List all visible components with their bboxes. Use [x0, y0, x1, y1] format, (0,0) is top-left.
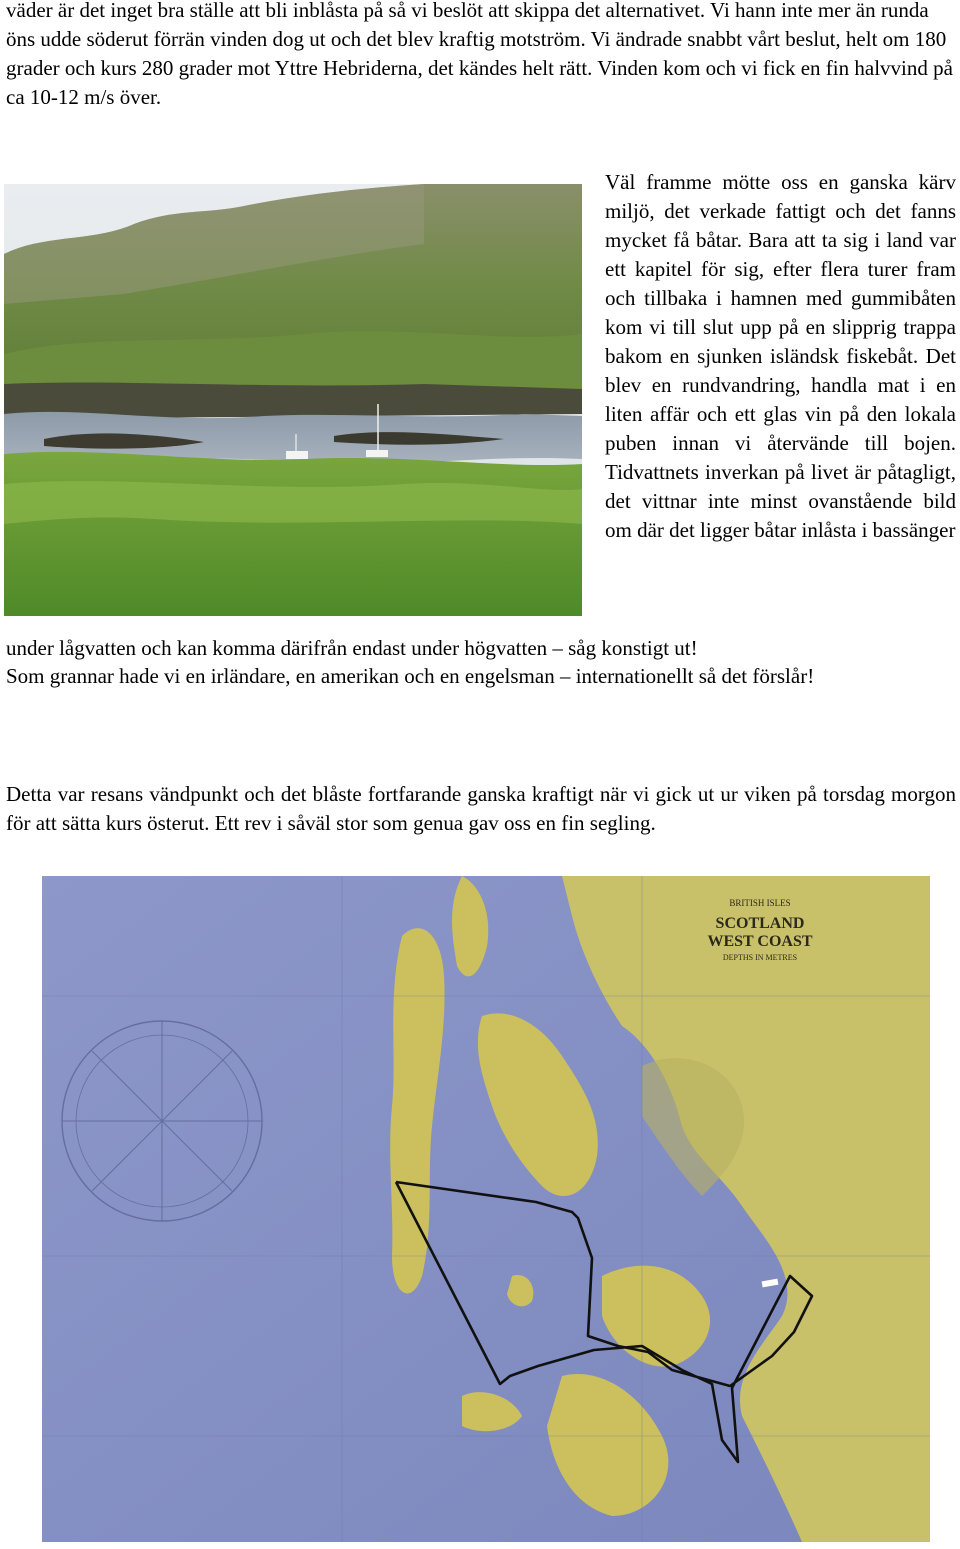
paragraph-arrival-continued: under lågvatten och kan komma därifrån endast under högvatten – såg konstigt ut!: [6, 636, 698, 660]
paragraph-arrival: Väl framme mötte oss en ganska kärv miljö, det verkade fattigt och det fanns mycket få båtar. Bara att ta sig i land var ett kapitel för sig, efter flera turer fram och tillbaka i hamnen med gummibåten kom vi till slut upp på en slipprig trappa bakom en sjunken isländsk fiskebåt. Det blev en rundvandring, handla mat i en liten affär och ett glas vin på den lokala puben innan vi återvände till bojen. Tidvattnets inverkan på livet är påtagligt, det vittnar inte minst ovanstående bild om där det ligger båtar inlåsta i bassänger: [605, 170, 956, 542]
harbour-photo-graphic: [4, 184, 582, 616]
chart-header: BRITISH ISLES: [729, 898, 791, 908]
nautical-chart-graphic: [42, 876, 930, 1542]
chart-title-line1: SCOTLAND: [715, 915, 805, 932]
paragraph-intro: väder är det inget bra ställe att bli inblåsta på så vi beslöt att skippa det alternativet. Vi hann inte mer än runda öns udde söderut förrän vinden dog ut och det blev kraftig motström. Vi ändrade snabbt vårt beslut, helt om 180 grader och kurs 280 grader mot Yttre Hebriderna, det kändes helt rätt. Vinden kom och vi fick en fin halvvind på ca 10-12 m/s över.: [6, 0, 953, 109]
paragraph-turning-point: Detta var resans vändpunkt och det blåste fortfarande ganska kraftigt när vi gick ut ur viken på torsdag morgon för att sätta kurs österut. Ett rev i såväl stor som genua gav oss en fin segling.: [6, 782, 956, 835]
chart-subtitle: DEPTHS IN METRES: [722, 953, 798, 962]
nautical-chart-photo: [42, 876, 930, 1542]
paragraph-neighbours: Som grannar hade vi en irländare, en amerikan och en engelsman – internationellt så det förslår!: [6, 664, 815, 688]
chart-title-line2: WEST COAST: [707, 933, 813, 950]
harbour-photo: [4, 184, 582, 616]
